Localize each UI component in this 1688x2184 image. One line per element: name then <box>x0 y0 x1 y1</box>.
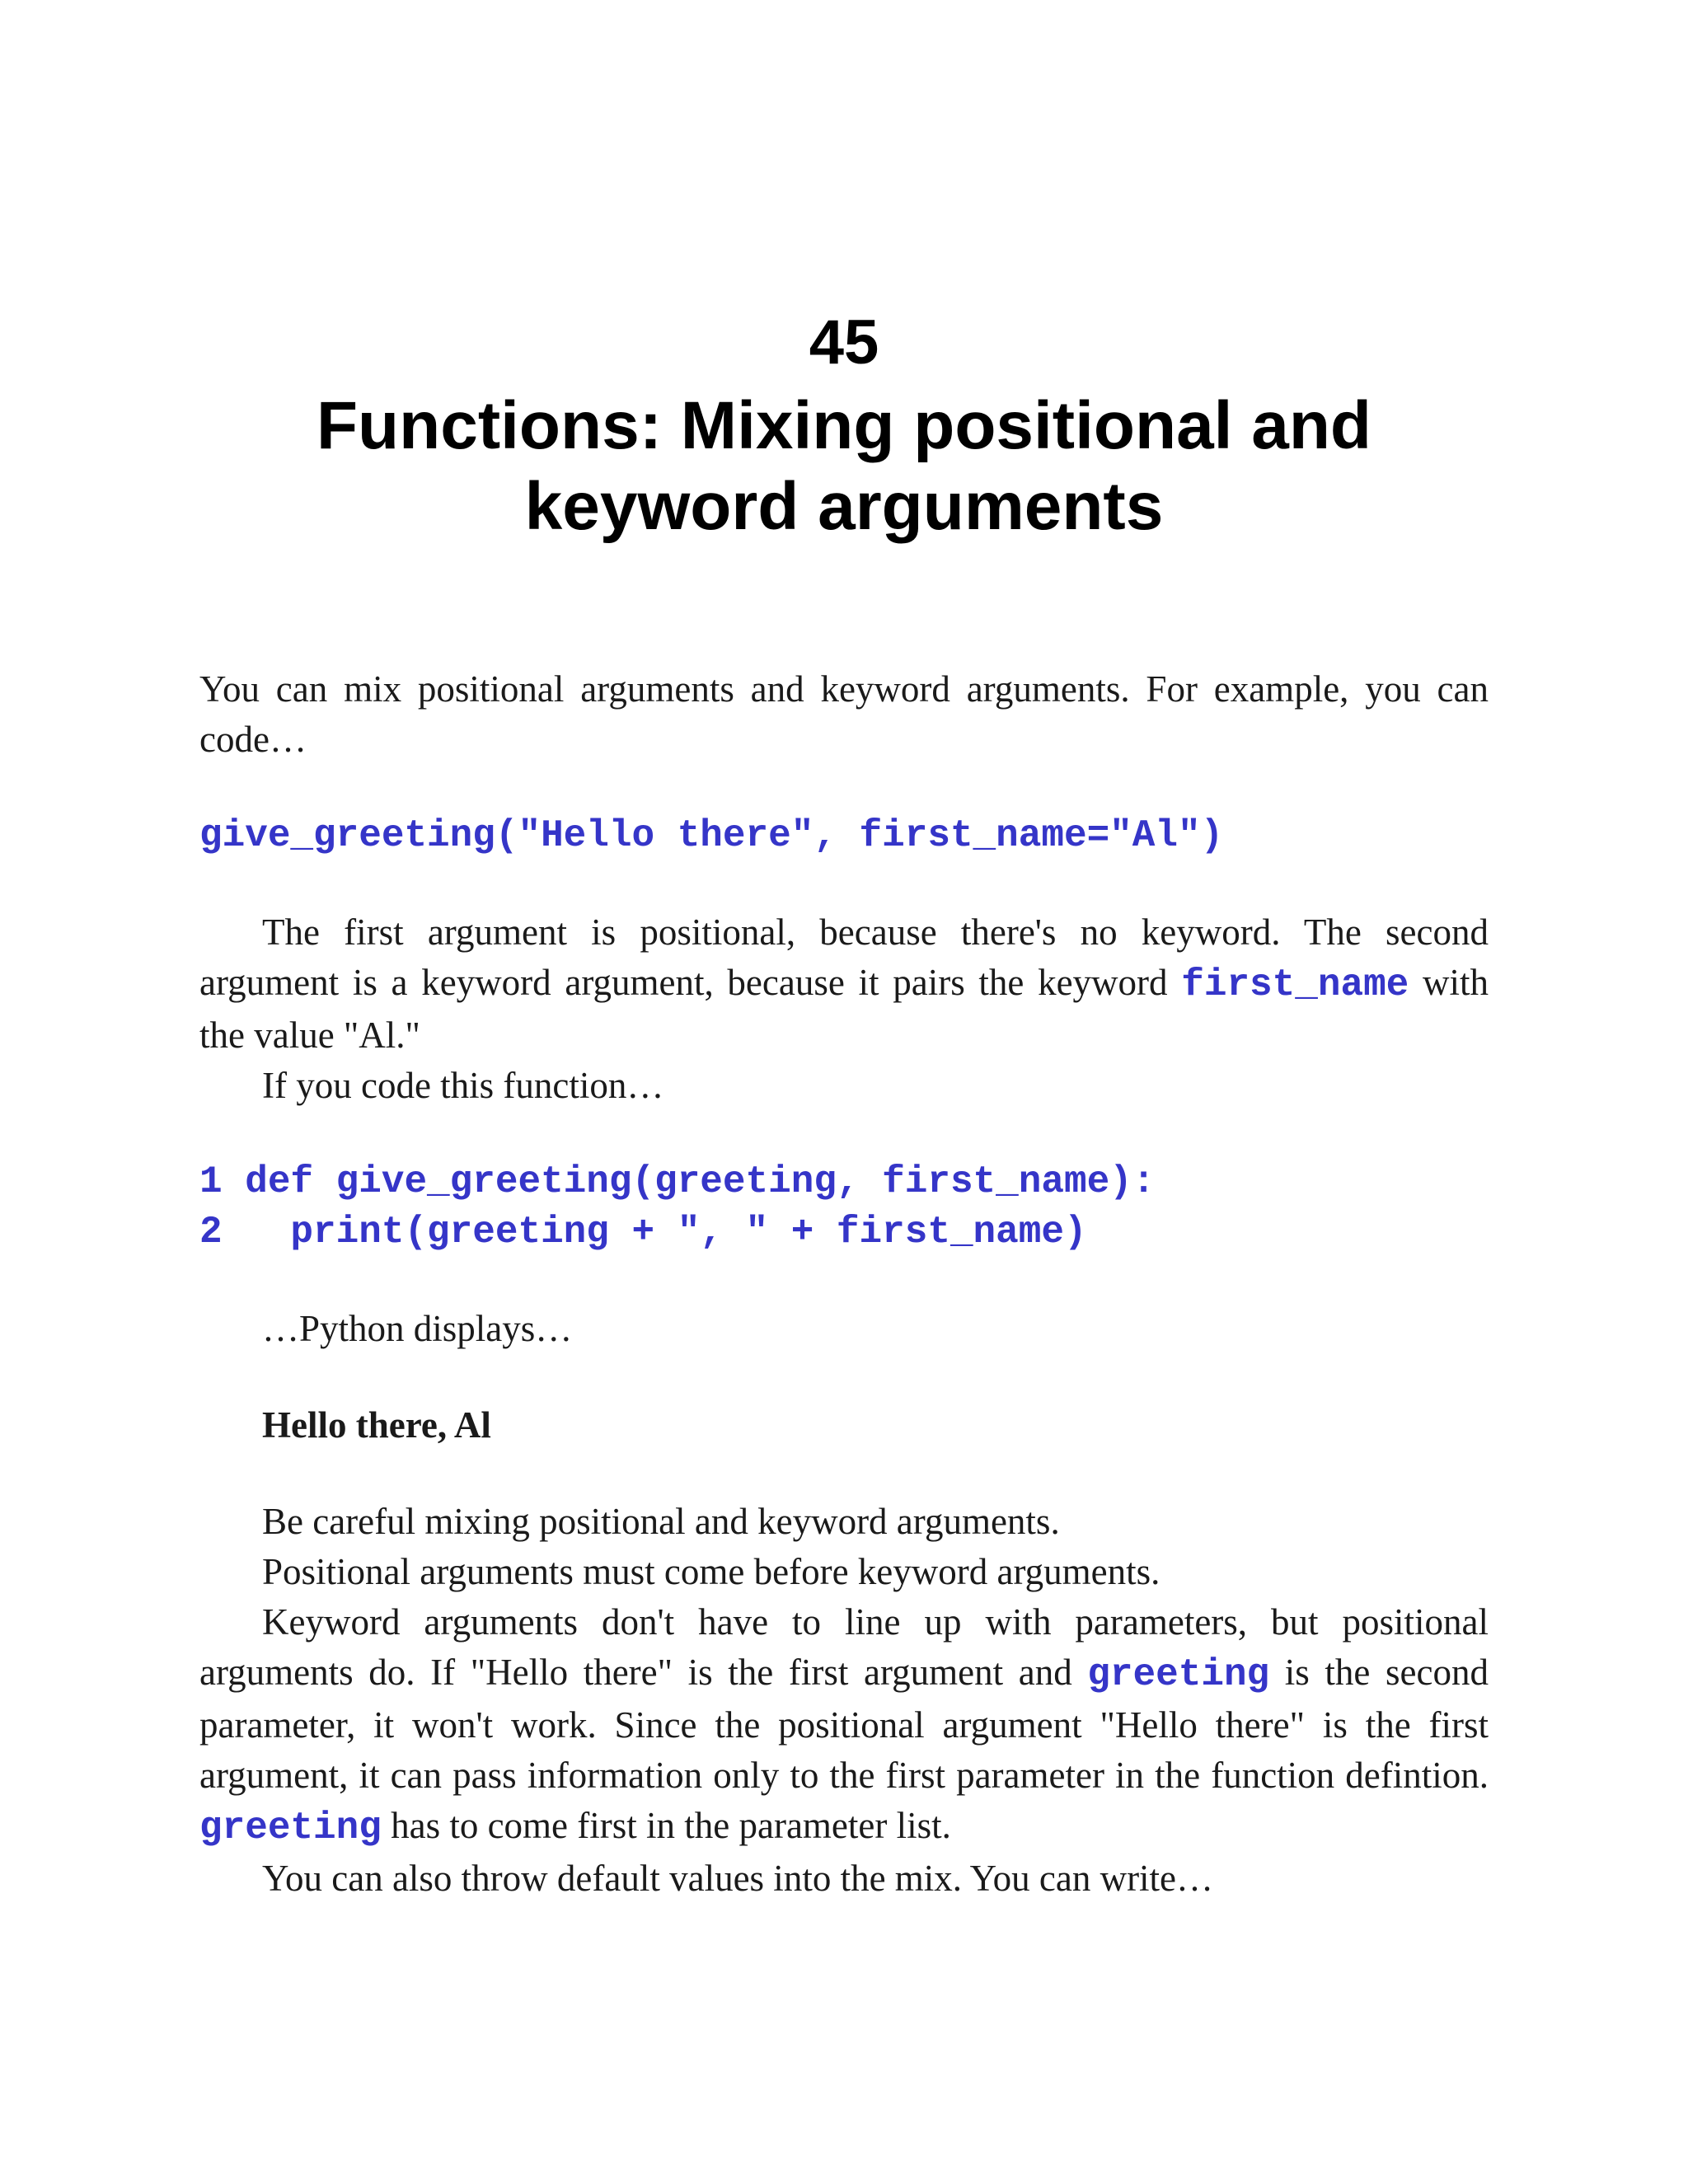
paragraph-text: with the value "Al." <box>199 962 1489 1056</box>
spacer <box>199 1451 1489 1497</box>
positional-before-paragraph: Positional arguments must come before keyword arguments. <box>262 1551 1160 1592</box>
code-listing <box>199 1157 1489 1258</box>
line-number: 2 <box>199 1211 223 1254</box>
code-text: def give_greeting(greeting, first_name): <box>222 1160 1156 1203</box>
spacer <box>199 765 1489 811</box>
spacer <box>199 1258 1489 1304</box>
chapter-number: 45 <box>809 307 879 377</box>
code-example-call: give_greeting("Hello there", first_name="Al") <box>199 814 1224 857</box>
spacer <box>199 1111 1489 1157</box>
first-argument-paragraph <box>199 907 1489 1061</box>
keyword-lineup-paragraph <box>199 1597 1489 1854</box>
if-you-code-paragraph: If you code this function… <box>262 1065 664 1106</box>
paragraph-text: is the second parameter, it won't work. Since the positional argument "Hello there" is the first argument, it can pass information only to the first parameter in the function defintion. <box>199 1652 1489 1796</box>
spacer <box>199 861 1489 907</box>
code-line-2 <box>199 1207 1489 1258</box>
body-content <box>199 664 1489 1904</box>
inline-code-first-name: first_name <box>1181 963 1409 1006</box>
chapter-title: Functions: Mixing positional and keyword arguments <box>316 388 1372 544</box>
python-displays-paragraph: …Python displays… <box>262 1308 573 1349</box>
inline-code-greeting: greeting <box>1087 1653 1270 1696</box>
default-values-paragraph: You can also throw default values into the mix. You can write… <box>262 1858 1214 1899</box>
code-line-1 <box>199 1157 1489 1207</box>
intro-paragraph: You can mix positional arguments and keyword arguments. For example, you can code… <box>199 668 1489 760</box>
spacer <box>199 1354 1489 1400</box>
code-text: print(greeting + ", " + first_name) <box>222 1211 1087 1254</box>
be-careful-paragraph: Be careful mixing positional and keyword arguments. <box>262 1501 1060 1542</box>
paragraph-text: The first argument is positional, because there's no keyword. The second argument is a keyword argument, because it pairs the keyword <box>199 912 1489 1003</box>
inline-code-greeting: greeting <box>199 1807 382 1849</box>
program-output: Hello there, Al <box>262 1404 491 1446</box>
line-number: 1 <box>199 1160 223 1203</box>
paragraph-text: Keyword arguments don't have to line up with parameters, but positional arguments do. If "Hello there" is the first argument and <box>199 1601 1489 1693</box>
paragraph-text: has to come first in the parameter list. <box>381 1805 951 1846</box>
